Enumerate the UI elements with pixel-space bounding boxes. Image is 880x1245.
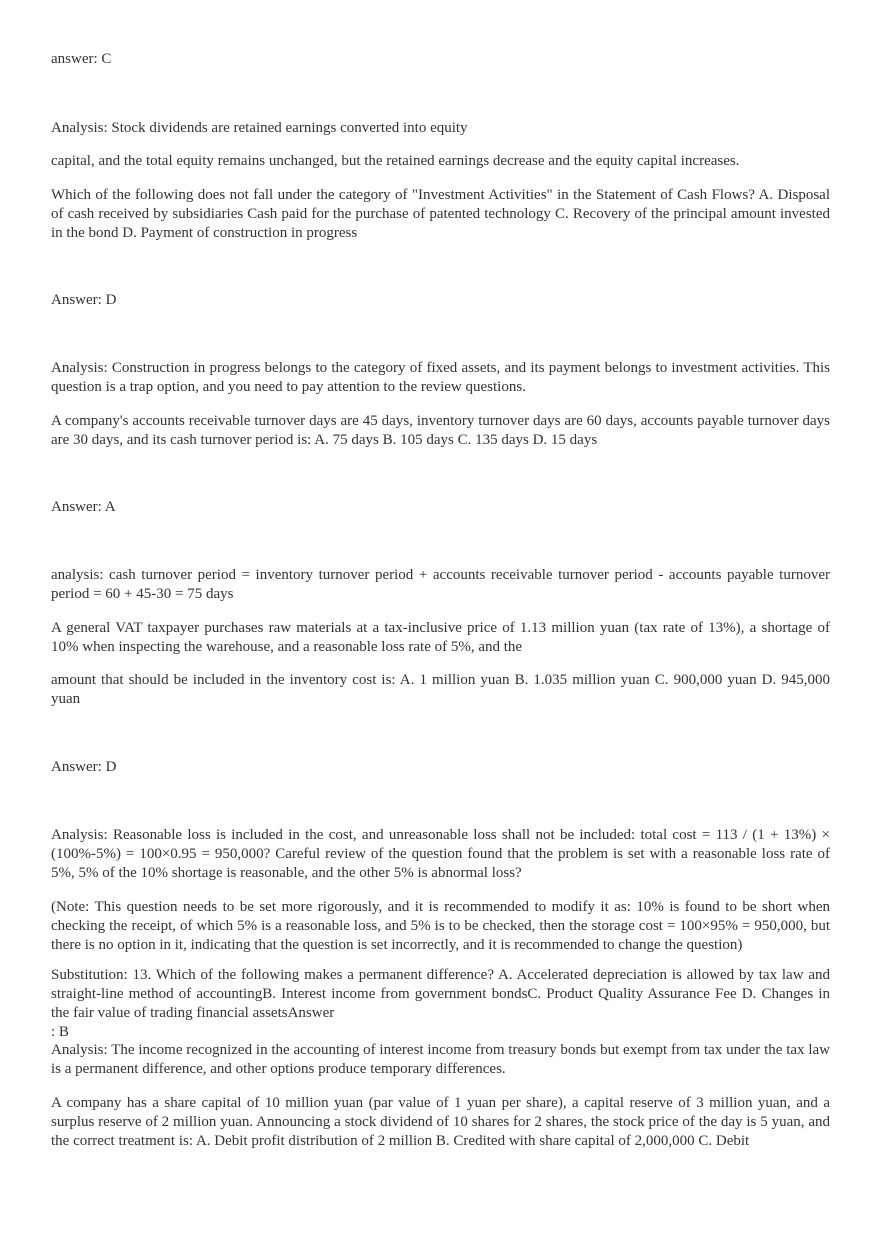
analysis-continuation: capital, and the total equity remains unchanged, but the retained earnings decrease and the equity capital increases. [51,153,740,169]
answer-line: Answer: D [51,759,117,775]
substitution-answer: : B [51,1024,69,1040]
analysis-paragraph: analysis: cash turnover period = inventory turnover period + accounts receivable turnover period - accounts payable turnover period = 60 + 45-30 = 75 days [51,567,830,602]
question-paragraph: Which of the following does not fall under the category of "Investment Activities" in the Statement of Cash Flows? A. Disposal of cash received by subsidiaries Cash paid for the purchase of patented technology C. Recovery of the principal amount invested in the bond D. Payment of construction in progress [51,187,830,241]
question-paragraph: A company's accounts receivable turnover days are 45 days, inventory turnover days are 60 days, accounts payable turnover days are 30 days, and its cash turnover period is: A. 75 days B. 105 days C. 135 days D. 15 days [51,413,830,448]
substitution-paragraph [51,966,830,1042]
analysis-paragraph: Analysis: The income recognized in the accounting of interest income from treasury bonds but exempt from tax under the tax law is a permanent difference, and other options produce temporary differences. [51,1042,830,1077]
question-paragraph: A general VAT taxpayer purchases raw materials at a tax-inclusive price of 1.13 million yuan (tax rate of 13%), a shortage of 10% when inspecting the warehouse, and a reasonable loss rate of 5%, and the [51,620,830,655]
substitution-question: Substitution: 13. Which of the following makes a permanent difference? A. Accelerated depreciation is allowed by tax law and straight-line method of accountingB. Interest income from government bondsC. Product Quality Assurance Fee D. Changes in the fair value of trading financial assetsAnswer [51,967,830,1021]
analysis-paragraph: Analysis: Construction in progress belongs to the category of fixed assets, and its payment belongs to investment activities. This question is a trap option, and you need to pay attention to the review questions. [51,360,830,395]
analysis-line: Analysis: Stock dividends are retained earnings converted into equity [51,120,468,136]
question-paragraph: A company has a share capital of 10 million yuan (par value of 1 yuan per share), a capital reserve of 3 million yuan, and a surplus reserve of 2 million yuan. Announcing a stock dividend of 10 shares for 2 shares, the stock price of the day is 5 yuan, and the correct treatment is: A. Debit profit distribution of 2 million B. Credited with share capital of 2,000,000 C. Debit [51,1095,830,1149]
answer-line: Answer: D [51,292,117,308]
document-page [51,0,830,1245]
question-continuation: amount that should be included in the inventory cost is: A. 1 million yuan B. 1.035 million yuan C. 900,000 yuan D. 945,000 yuan [51,672,830,707]
analysis-paragraph: Analysis: Reasonable loss is included in the cost, and unreasonable loss shall not be included: total cost = 113 / (1 + 13%) × (100%-5%) = 100×0.95 = 950,000? Careful review of the question found that the problem is set with a reasonable loss rate of 5%, 5% of the 10% shortage is reasonable, and the other 5% is abnormal loss? [51,827,830,881]
answer-line: answer: C [51,51,112,67]
note-paragraph: (Note: This question needs to be set more rigorously, and it is recommended to modify it as: 10% is found to be short when checking the receipt, of which 5% is a reasonable loss, and 5% is to be checked, then the storage cost = 100×95% = 950,000, but there is no option in it, indicating that the question is set incorrectly, and it is recommended to change the question) [51,899,830,953]
answer-line: Answer: A [51,499,116,515]
